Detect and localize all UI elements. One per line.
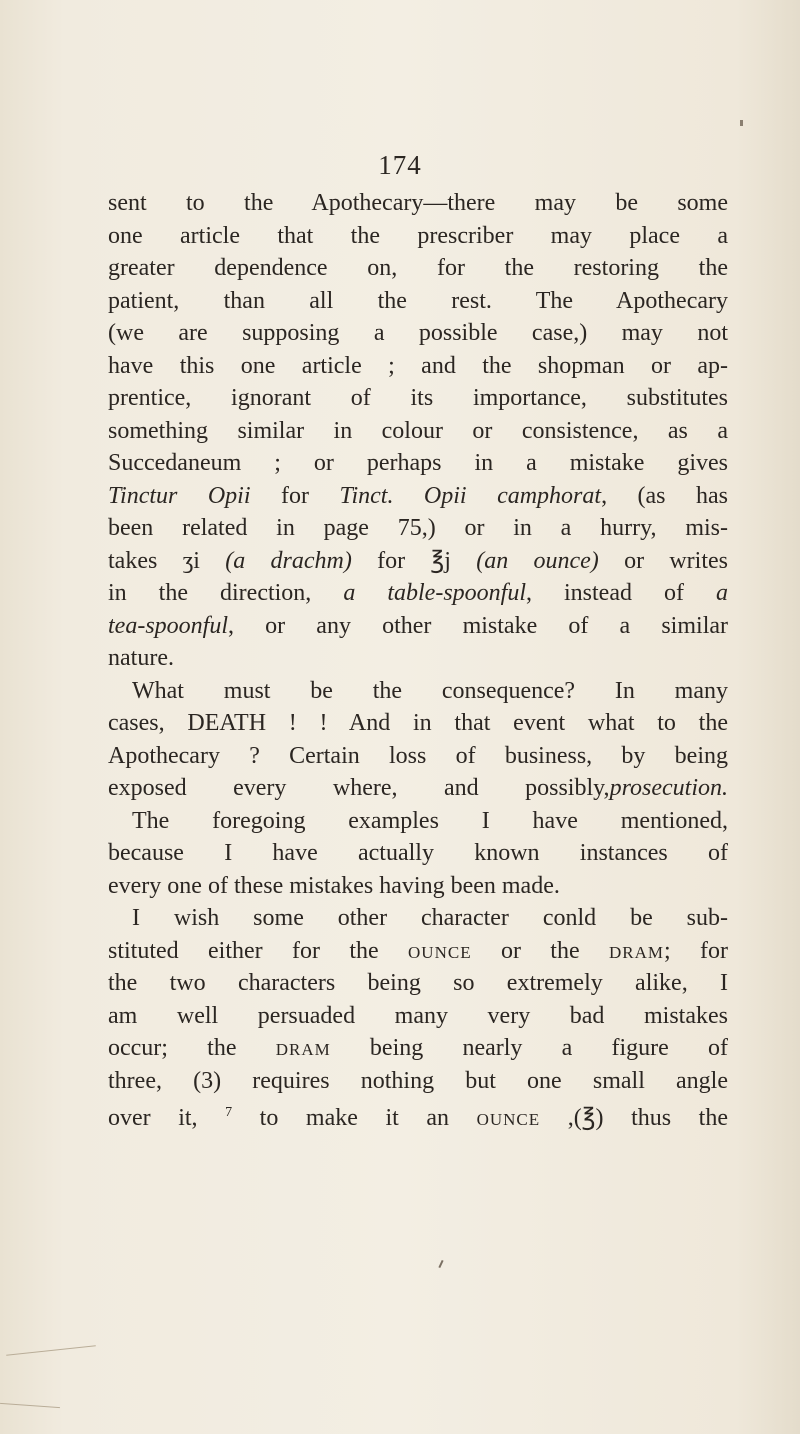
text-span: cases, DEATH ! ! And in that event what to the [108, 710, 728, 736]
text-line-19 [108, 772, 728, 805]
text-line-27 [108, 1032, 728, 1065]
text-span: something similar in colour or consistence, as a [108, 417, 728, 444]
small-caps-text: ounce [476, 1105, 541, 1131]
text-line-18 [108, 740, 728, 773]
text-line-11 [108, 512, 728, 545]
text-span: or the [471, 937, 609, 964]
italic-text: Tinct. Opii camphorat [339, 482, 602, 509]
text-line-14 [108, 610, 728, 643]
text-span: for ℥j [351, 547, 477, 574]
text-span: ,(℥) thus the [540, 1105, 728, 1131]
text-line-23 [108, 902, 728, 935]
text-line-1 [108, 187, 728, 220]
text-span: occur; the [108, 1035, 276, 1061]
text-span: nature. [108, 645, 174, 671]
text-span: patient, than all the rest. The Apothecary [108, 287, 728, 314]
text-line-13 [108, 577, 728, 610]
text-line-9 [108, 447, 728, 480]
italic-text: (a drachm) [225, 547, 352, 574]
ink-speck [740, 120, 743, 126]
text-span: have this one article ; and the shopman or ap- [108, 352, 728, 379]
ink-speck [438, 1260, 443, 1268]
text-span: sent to the Apothecary—there may be some [108, 190, 728, 216]
italic-text: tea-spoonful [108, 612, 228, 639]
text-span: I wish some other character conld be sub- [132, 905, 728, 931]
text-span: stituted either for the [108, 937, 409, 964]
text-span: to make it an [232, 1105, 477, 1131]
small-caps-text: ounce [408, 937, 472, 964]
text-span: or writes [598, 547, 728, 574]
text-line-26 [108, 1000, 728, 1033]
text-span: What must be the consequence? In many [132, 677, 728, 704]
italic-text: (an ounce) [476, 547, 599, 574]
text-line-15 [108, 642, 728, 675]
text-span: am well persuaded many very bad mistakes [108, 1002, 728, 1029]
text-span: takes ʒi [108, 547, 226, 574]
text-line-22 [108, 870, 728, 903]
text-span: Succedaneum ; or perhaps in a mistake gives [108, 450, 728, 476]
text-line-25 [108, 967, 728, 1000]
text-line-6 [108, 350, 728, 383]
italic-text: Tinctur Opii [108, 482, 251, 509]
text-span: the two characters being so extremely alike, I [108, 970, 728, 996]
text-span: prentice, ignorant of its importance, substitutes [108, 385, 728, 411]
italic-text: a [716, 580, 728, 606]
italic-text: prosecution. [609, 775, 728, 801]
text-span: being nearly a figure of [330, 1035, 728, 1061]
text-span: one article that the prescriber may place a [108, 222, 728, 249]
text-line-3 [108, 252, 728, 285]
superscript-mark: 7 [225, 1105, 233, 1120]
text-line-8 [108, 415, 728, 448]
page-scuff [0, 1403, 60, 1408]
text-line-29 [108, 1097, 728, 1130]
text-span: over it, [108, 1105, 226, 1131]
page-scuff [6, 1345, 96, 1355]
text-line-7 [108, 382, 728, 415]
text-span: Apothecary ? Certain loss of business, by being [108, 742, 728, 769]
text-line-16 [108, 675, 728, 708]
text-span: because I have actually known instances of [108, 840, 728, 866]
text-span: , (as has [601, 482, 728, 509]
text-span: exposed every where, and possibly, [108, 775, 610, 801]
text-span: for [250, 482, 340, 509]
italic-text: a table-spoonful [343, 580, 526, 606]
text-span: ; for [664, 937, 729, 964]
text-line-10 [108, 480, 728, 513]
text-line-20 [108, 805, 728, 838]
text-span: , instead of [526, 580, 716, 606]
text-span: every one of these mistakes having been made. [108, 872, 560, 899]
text-line-24 [108, 935, 728, 968]
text-line-4 [108, 285, 728, 318]
text-line-17 [108, 707, 728, 740]
small-caps-text: dram [275, 1035, 331, 1061]
text-span: greater dependence on, for the restoring the [108, 255, 728, 281]
text-span: (we are supposing a possible case,) may not [108, 320, 728, 346]
text-line-5 [108, 317, 728, 350]
page-number: 174 [378, 150, 422, 180]
text-span: , or any other mistake of a similar [228, 612, 728, 639]
body-text [108, 187, 728, 1130]
small-caps-text: dram [608, 937, 664, 964]
text-span: in the direction, [108, 580, 344, 606]
text-line-21 [108, 837, 728, 870]
text-line-28 [108, 1065, 728, 1098]
text-span: The foregoing examples I have mentioned, [132, 807, 728, 834]
text-span: three, (3) requires nothing but one small angle [108, 1067, 728, 1094]
text-line-12 [108, 545, 728, 578]
text-line-2 [108, 220, 728, 253]
text-span: been related in page 75,) or in a hurry, mis- [108, 515, 728, 541]
